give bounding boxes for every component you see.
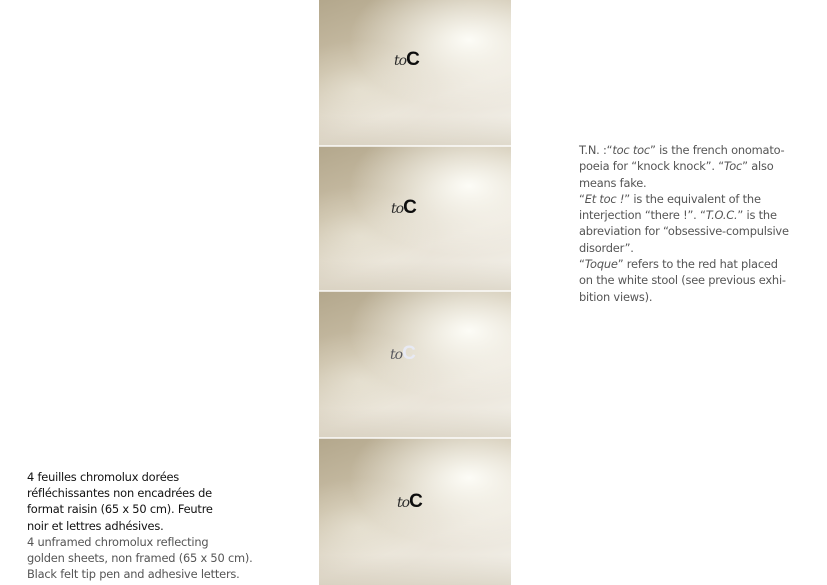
caption-line: golden sheets, non framed (65 x 50 cm). xyxy=(27,551,253,566)
artwork-photo-strip xyxy=(319,0,511,585)
caption-french xyxy=(27,469,267,534)
caption-line: 4 feuilles chromolux dorées xyxy=(27,470,180,484)
caption-line: réfléchissantes non encadrées de xyxy=(27,486,212,501)
note-line: means fake. xyxy=(579,175,647,190)
golden-sheet-4 xyxy=(319,438,511,585)
caption-line: format raisin (65 x 50 cm). Feutre xyxy=(27,502,213,517)
translator-note xyxy=(579,142,804,305)
note-line: T.N. :“toc toc” is the french onomato- xyxy=(579,143,785,157)
note-line: “Et toc !” is the equivalent of the xyxy=(579,191,761,206)
sheet-lettering: toC xyxy=(397,491,423,512)
caption-line: noir et lettres adhésives. xyxy=(27,518,164,533)
sheet-divider xyxy=(319,437,511,439)
golden-sheet-2 xyxy=(319,146,511,291)
caption-line: 4 unframed chromolux reflecting xyxy=(27,534,209,549)
sheet-divider xyxy=(319,290,511,292)
caption-english xyxy=(27,534,267,583)
sheet-lettering: toC xyxy=(390,343,416,364)
note-line: “Toque” refers to the red hat placed xyxy=(579,257,778,272)
caption-line: Black felt tip pen and adhesive letters. xyxy=(27,567,240,582)
sheet-lettering: toC xyxy=(391,197,417,218)
note-line: poeia for “knock knock”. “Toc” also xyxy=(579,159,774,174)
note-line: abreviation for “obsessive-compulsive xyxy=(579,224,789,239)
sheet-lettering: toC xyxy=(394,49,420,70)
note-line: interjection “there !”. “T.O.C.” is the xyxy=(579,208,777,223)
golden-sheet-3 xyxy=(319,291,511,438)
artwork-caption xyxy=(27,469,267,582)
note-line: disorder”. xyxy=(579,240,634,255)
sheet-divider xyxy=(319,145,511,147)
note-line: on the white stool (see previous exhi- xyxy=(579,273,786,288)
golden-sheet-1 xyxy=(319,0,511,146)
note-line: bition views). xyxy=(579,289,653,304)
